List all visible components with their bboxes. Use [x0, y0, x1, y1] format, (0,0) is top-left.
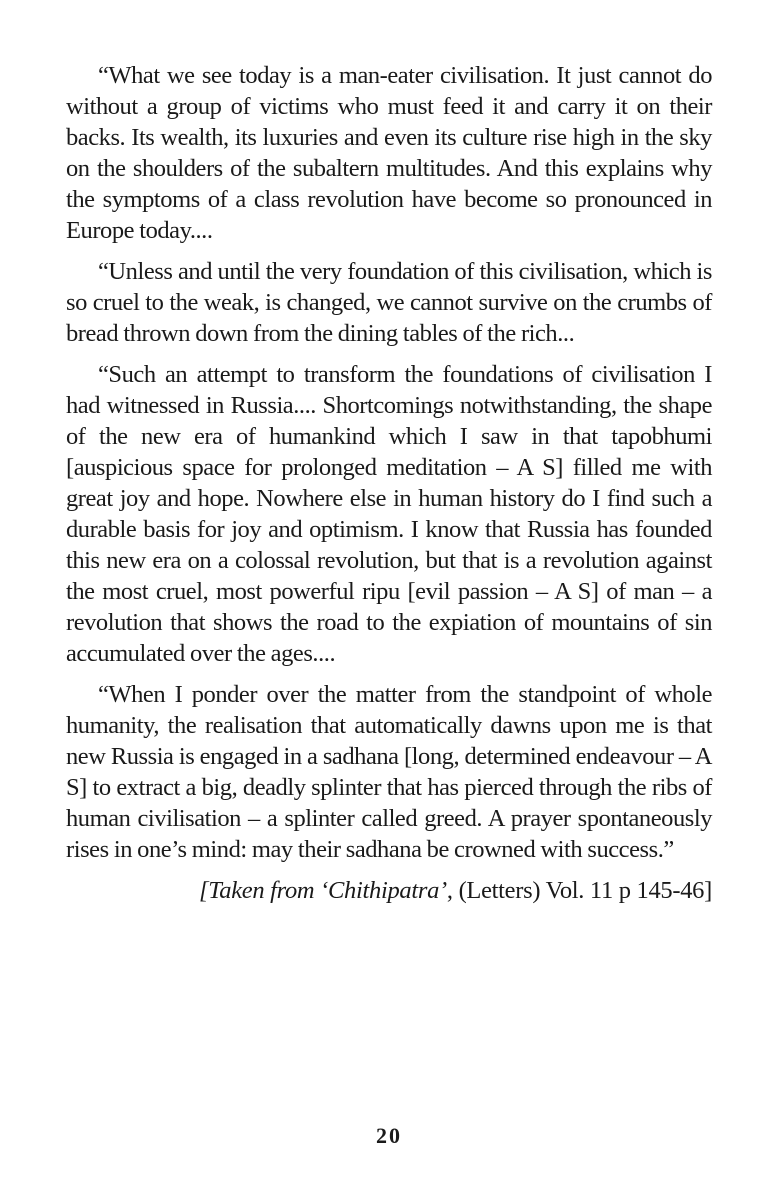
- citation-title: [Taken from ‘Chithipatra’: [198, 877, 447, 904]
- paragraph-foundation-of-civilisation: “Unless and until the very foundation of this civilisation, which is so cruel to the weak, is changed, we cannot survive on the crumbs of bread thrown down from the dining tables of the rich...: [66, 258, 712, 347]
- page-body: [66, 60, 712, 906]
- paragraph-whole-humanity: “When I ponder over the matter from the standpoint of whole humanity, the realisation that automatically dawns upon me is that new Russia is engaged in a sadhana [long, determined endeavour – A S] to extract a big, deadly splinter that has pierced through the ribs of human civilisation – a splinter called greed. A prayer spontaneously rises in one’s mind: may their sadhana be crowned with success.”: [66, 681, 712, 863]
- paragraph-man-eater-civilisation: “What we see today is a man-eater civilisation. It just cannot do without a group of victims who must feed it and carry it on their backs. Its wealth, its luxuries and even its culture rise high in the sky on the shoulders of the subaltern multitudes. And this explains why the symptoms of a class revolution have become so pronounced in Europe today....: [66, 62, 712, 244]
- citation-details: , (Letters) Vol. 11 p 145-46]: [446, 877, 712, 904]
- source-citation: [66, 875, 712, 906]
- paragraph-witnessed-in-russia: “Such an attempt to transform the foundations of civilisation I had witnessed in Russia.... Shortcomings notwithstanding, the shape of the new era of humankind which I saw in that tapobhumi [auspicious space for prolonged meditation – A S] filled me with great joy and hope. Nowhere else in human history do I find such a durable basis for joy and optimism. I know that Russia has founded this new era on a colossal revolution, but that is a revolution against the most cruel, most powerful ripu [evil passion – A S] of man – a revolution that shows the road to the expiation of mountains of sin accumulated over the ages....: [66, 361, 712, 667]
- page-number: 20: [376, 1123, 402, 1148]
